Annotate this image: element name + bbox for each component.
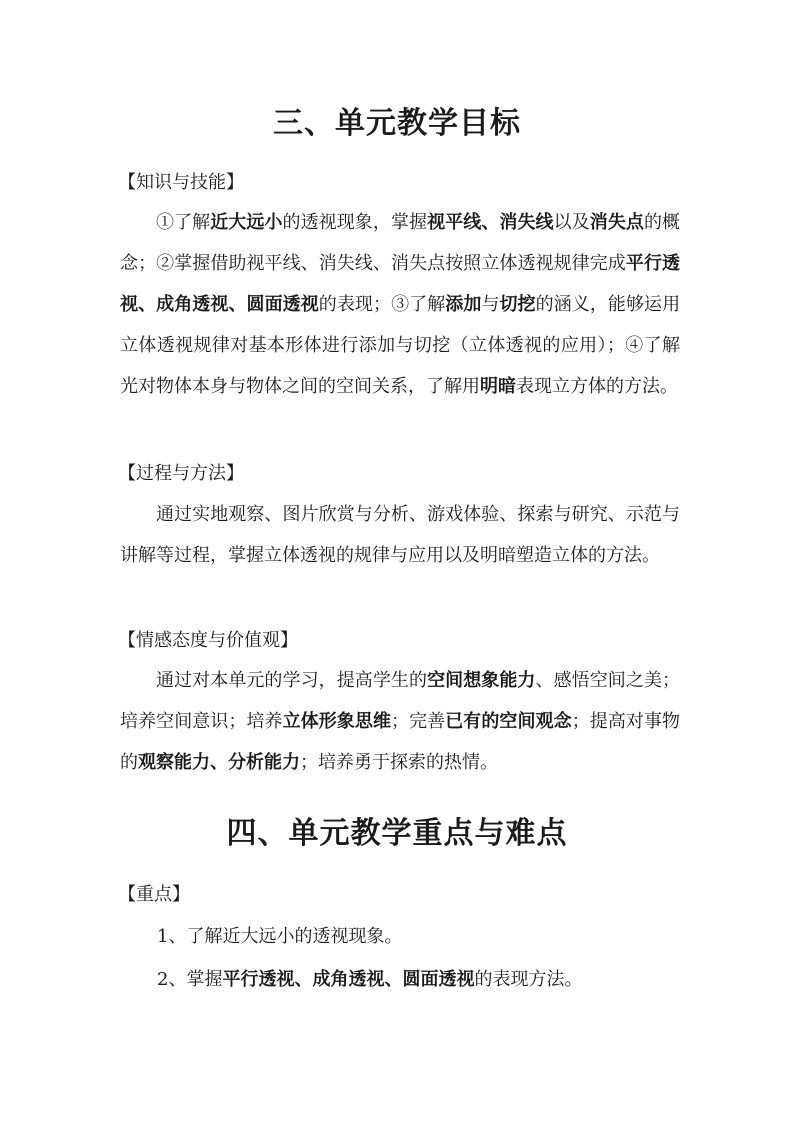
text-segment: ；提高对事物的 [120,711,681,773]
paragraph-process-methods: 通过实地观察、图片欣赏与分析、游戏体验、探索与研究、示范与讲解等过程，掌握立体透视的规律与应用以及明暗塑造立体的方法。 [120,504,680,566]
bold-term: 平行透视 [222,969,295,990]
bold-term: 、 [384,969,403,990]
key-point-item-1: 1、了解近大远小的透视现象。 [157,926,403,947]
bold-term: 切挖 [499,294,536,315]
heading-emotion-values: 【情感态度与价值观】 [118,630,298,651]
text-segment: 与 [481,294,500,315]
heading-key-points: 【重点】 [118,884,190,905]
text-segment: 的概念；②掌握借助视平线、消失线、消失点按照立体透视规律完成 [120,212,681,274]
bold-term: 消失点 [589,212,644,233]
text-segment: 表现立方体的方法。 [516,376,678,397]
text-segment: 以及 [553,212,590,233]
bold-term: 成角透视 [312,969,385,990]
bold-term: 已有的空间观念 [445,711,572,732]
heading-process-methods: 【过程与方法】 [118,463,244,484]
bold-term: 观察能力 [138,752,210,773]
bold-term: 成角透视 [156,294,229,315]
section-title-teaching-goals: 三、单元教学目标 [273,106,521,141]
text-segment: 2、掌握 [157,969,223,990]
bold-term: 、 [138,294,157,315]
text-segment: ；完善 [391,711,446,732]
text-segment: 的透视现象，掌握 [282,212,428,233]
bold-term: 立体形象思维 [282,711,392,732]
heading-knowledge-skills: 【知识与技能】 [118,172,244,193]
text-segment: ；培养勇于探索的热情。 [300,752,498,773]
key-point-item-2 [157,965,582,991]
section-title-key-difficult-points: 四、单元教学重点与难点 [226,816,568,851]
bold-term: 平行透视 [120,253,681,315]
paragraph-knowledge-skills [120,202,680,407]
bold-term: 近大远小 [210,212,283,233]
text-segment: 的表现方法。 [474,969,583,990]
text-segment: 的涵义，能够运用立体透视规律对基本形体进行添加与切挖（立体透视的应用）；④了解光对物体本身与物体之间的空间关系，了解用 [120,294,681,397]
bold-term: 圆面透视 [246,294,319,315]
bold-term: 空间想象能力 [427,670,536,691]
text-segment: 的表现；③了解 [318,294,446,315]
bold-term: 分析能力 [228,752,300,773]
text-segment: 、感悟空间之美；培养空间意识；培养 [120,670,681,732]
bold-term: 消失线 [499,212,554,233]
text-segment: 通过对本单元的学习，提高学生的 [156,670,428,691]
bold-term: 视平线 [427,212,482,233]
bold-term: 明暗 [480,376,516,397]
bold-term: 圆面透视 [402,969,475,990]
bold-term: 、 [481,212,500,233]
bold-term: 、 [294,969,313,990]
bold-term: 添加 [445,294,482,315]
bold-term: 、 [228,294,247,315]
text-segment: ①了解 [156,212,211,233]
bold-term: 、 [210,752,228,773]
paragraph-emotion-values [120,660,680,783]
